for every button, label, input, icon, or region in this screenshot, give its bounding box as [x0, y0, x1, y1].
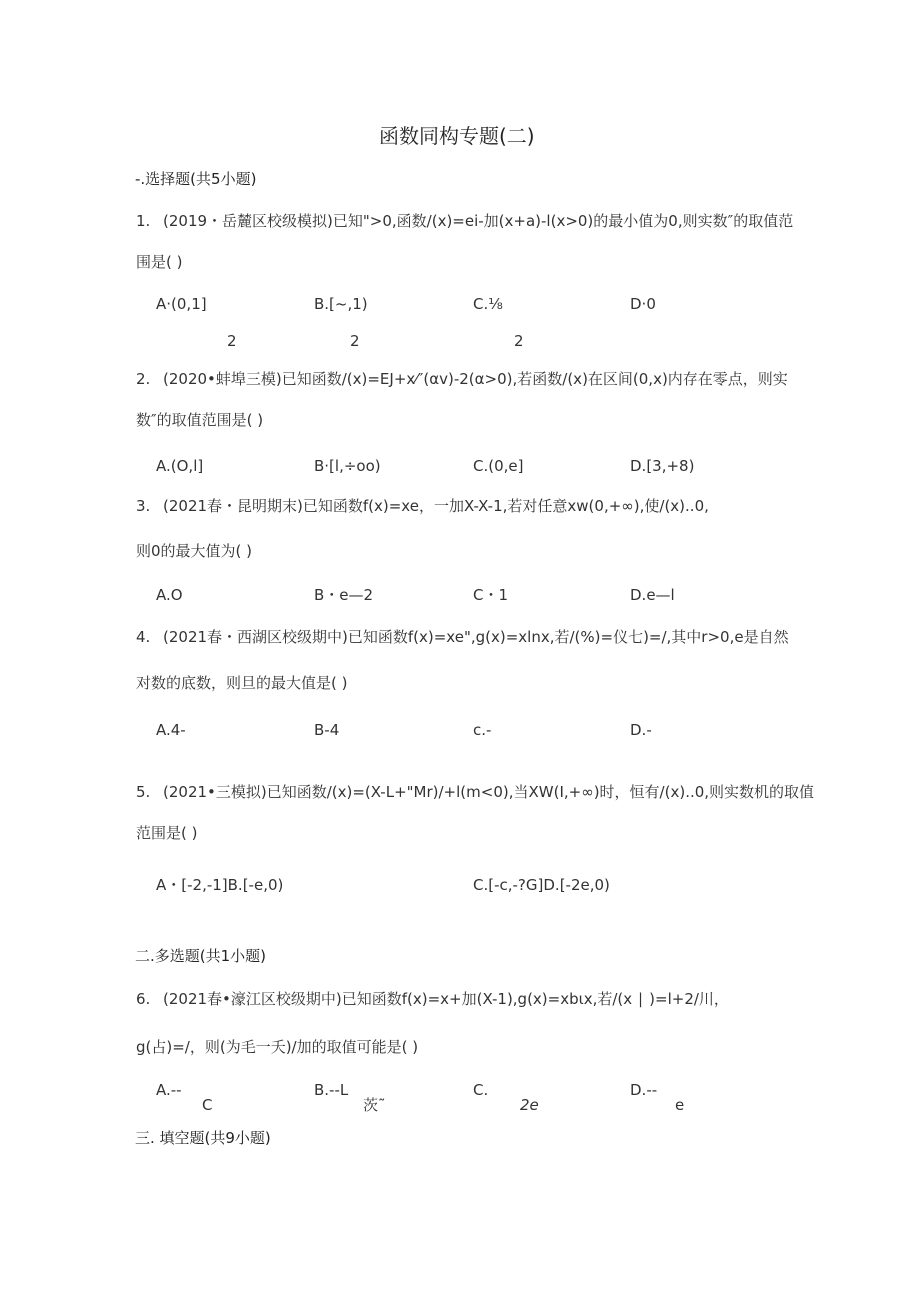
question-number: 1. — [136, 212, 151, 230]
option-c: c.- — [473, 721, 492, 739]
question-text-line: (2021春・西湖区校级期中)已知函数f(x)=xe",g(x)=xlnx,若/(%)=仪七)=/,其中r>0,e是自然 — [163, 628, 789, 646]
option-a: A.-- — [156, 1081, 182, 1099]
question-number: 2. — [136, 370, 151, 388]
question-text-line: (2021•三模拟)已知函数/(x)=(X-L+"Mr)/+l(m<0),当XW(I,+∞)时，恒有/(x)..0,则实数机的取值 — [163, 783, 815, 801]
option-subscript: e — [675, 1096, 685, 1114]
option-a: A.4- — [156, 721, 186, 739]
option-d: D.-- — [630, 1081, 658, 1099]
option-b: B-4 — [314, 721, 340, 739]
option-a: A.O — [156, 586, 183, 604]
option-c: C・1 — [473, 586, 509, 604]
option-a: A·(0,1] — [156, 295, 207, 313]
section-heading-multiple-choice: 二.多选题(共1小题) — [135, 947, 267, 965]
question-number: 6. — [136, 990, 151, 1008]
question-text-line: (2021春・昆明期末)已知函数f(x)=xe，一加X-X-1,若对任意xw(0,+∞),使/(x)..0, — [163, 497, 709, 515]
question-number: 3. — [136, 497, 151, 515]
question-text-line: (2019・岳麓区校级模拟)已知">0,函数/(x)=ei-加(x+a)-l(x>0)的最小值为0,则实数″的取值范 — [163, 212, 794, 230]
option-b: B.--L — [314, 1081, 349, 1099]
option-a-b: A・[-2,-1]B.[-e,0) — [156, 876, 284, 894]
question-text-line: 数″的取值范围是( ) — [136, 411, 264, 429]
section-heading-fill-in: 三. 填空题(共9小题) — [135, 1129, 271, 1147]
option-a: A.(O,l] — [156, 457, 204, 475]
section-heading-single-choice: -.选择题(共5小题) — [135, 170, 257, 188]
option-d: D·0 — [630, 295, 656, 313]
option-subscript: 2 — [514, 332, 524, 350]
question-text-line: 围是( ) — [136, 253, 183, 271]
question-number: 4. — [136, 628, 151, 646]
question-text-line: g(占)=/，则(为毛一夭)/加的取值可能是( ) — [136, 1038, 419, 1056]
option-subscript: 2e — [520, 1096, 539, 1114]
option-subscript: 茨˜ — [363, 1096, 386, 1114]
option-c-d: C.[-c,-?G]D.[-2e,0) — [473, 876, 610, 894]
option-c: C.(0,e] — [473, 457, 524, 475]
option-c: C.⅛ — [473, 295, 503, 313]
option-subscript: 2 — [350, 332, 360, 350]
question-text-line: (2020•蚌埠三模)已知函数/(x)=EJ+x⁄″(αv)-2(α>0),若函数/(x)在区间(0,x)内存在零点，则实 — [163, 370, 788, 388]
question-text-line: (2021春•濠江区校级期中)已知函数f(x)=x+加(X-1),g(x)=xbιx,若/(x ∣ )=l+2/川， — [163, 990, 729, 1008]
option-d: D.e—l — [630, 586, 675, 604]
option-d: D.[3,+8) — [630, 457, 695, 475]
option-c: C. — [473, 1081, 489, 1099]
option-subscript: C — [202, 1096, 213, 1114]
question-text-line: 对数的底数，则旦的最大值是( ) — [136, 674, 348, 692]
option-d: D.- — [630, 721, 652, 739]
question-text-line: 范围是( ) — [136, 824, 198, 842]
page-title: 函数同构专题(二) — [379, 124, 535, 148]
option-b: B.[~,1) — [314, 295, 368, 313]
option-b: B・e—2 — [314, 586, 374, 604]
option-subscript: 2 — [227, 332, 237, 350]
question-number: 5. — [136, 783, 151, 801]
question-text-line: 则0的最大值为( ) — [136, 542, 253, 560]
option-b: B·[l,÷oo) — [314, 457, 381, 475]
